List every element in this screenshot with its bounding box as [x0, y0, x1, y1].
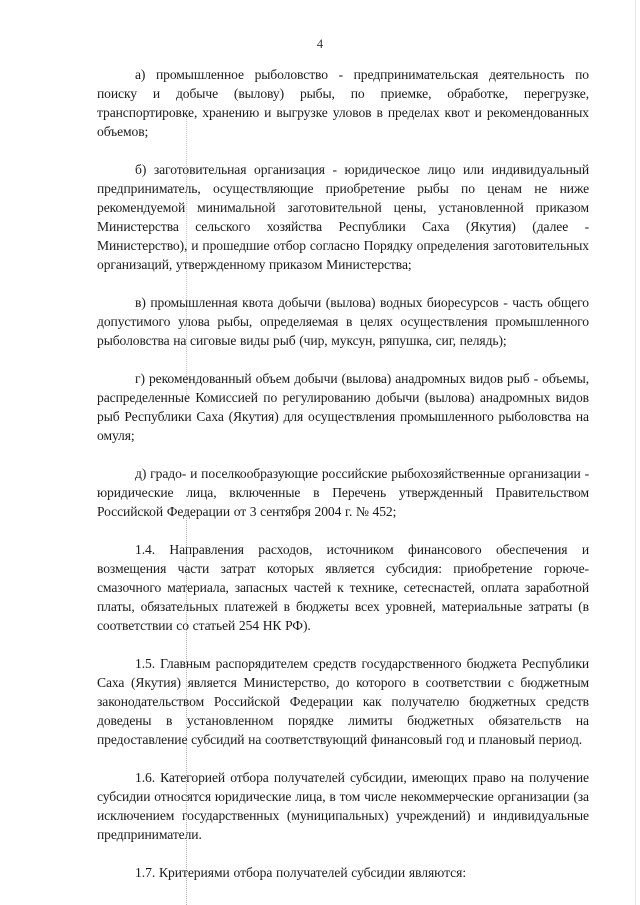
- section-1-7-paragraph: 1.7. Критериями отбора получателей субсидии являются:: [135, 865, 467, 880]
- page-number: 4: [316, 37, 324, 51]
- section-1-4-paragraph: 1.4. Направления расходов, источником финансового обеспечения и возмещения части затрат которых является субсидия: приобретение горюче-смазочного материала, запасных частей к технике, сетеснастей, оплата заработной платы, обязательных платежей в бюджеты всех уровней, материальные затраты (в соответствии со статьей 254 НК РФ).: [97, 542, 589, 633]
- section-1-5-paragraph: 1.5. Главным распорядителем средств государственного бюджета Республики Саха (Якутия) является Министерство, до которого в соответствии с бюджетным законодательством Российской Федерации как получателю бюджетных средств доведены в установленном порядке лимиты бюджетных обязательств на предоставление субсидий на соответствующий финансовый год и плановый период.: [97, 656, 589, 747]
- definition-paragraph-b: б) заготовительная организация - юридическое лицо или индивидуальный предприниматель, осуществляющие приобретение рыбы по ценам не ниже рекомендуемой минимальной заготовительной цены, установленной приказом Министерства сельского хозяйства Республики Саха (Якутия) (далее - Министерство), и прошедшие отбор согласно Порядку определения заготовительных организаций, утвержденному приказом Министерства;: [97, 162, 589, 272]
- scan-edge: [635, 0, 636, 905]
- definition-paragraph-v: в) промышленная квота добычи (вылова) водных биоресурсов - часть общего допустимого улова рыбы, определяемая в целях осуществления промышленного рыболовства на сиговые виды рыб (чир, муксун, ряпушка, сиг, пелядь);: [97, 295, 589, 348]
- section-1-6-paragraph: 1.6. Категорией отбора получателей субсидии, имеющих право на получение субсидии относятся юридические лица, в том числе некоммерческие организации (за исключением государственных (муниципальных) учреждений) и индивидуальные предприниматели.: [97, 770, 589, 842]
- definition-paragraph-g: г) рекомендованный объем добычи (вылова) анадромных видов рыб - объемы, распределенные Комиссией по регулированию добычи (вылова) анадромных видов рыб Республики Саха (Якутия) для осуществления промышленного рыболовства на омуля;: [97, 371, 589, 443]
- definition-paragraph-a: а) промышленное рыболовство - предпринимательская деятельность по поиску и добыче (вылову) рыбы, по приемке, обработке, перегрузке, транспортировке, хранению и выгрузке уловов в пределах квот и рекомендованных объемов;: [97, 67, 589, 139]
- definition-paragraph-d: д) градо- и поселкообразующие российские рыбохозяйственные организации - юридические лица, включенные в Перечень утвержденный Правительством Российской Федерации от 3 сентября 2004 г. № 452;: [97, 466, 589, 519]
- document-body: [97, 65, 589, 901]
